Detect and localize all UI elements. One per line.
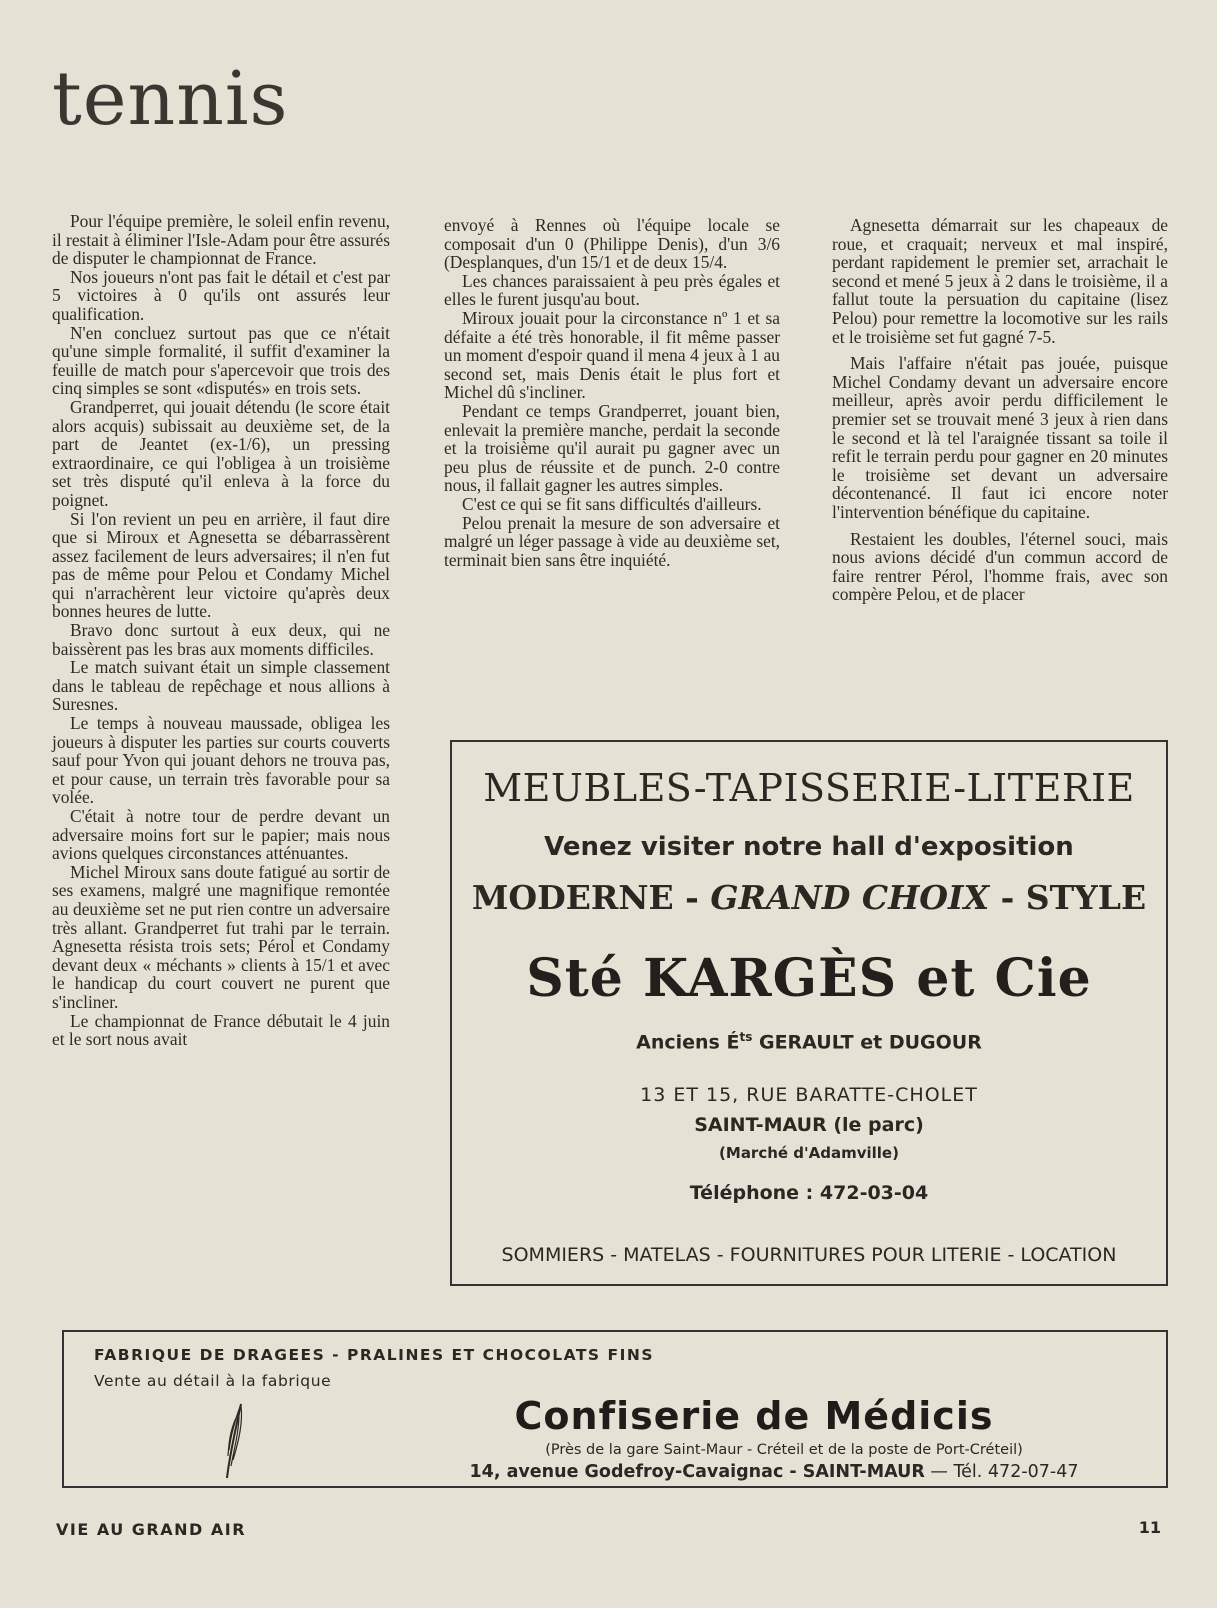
article-column-2 — [444, 216, 780, 569]
confiserie-phone: Tél. 472-07-47 — [953, 1462, 1079, 1482]
style-separator: - — [685, 878, 699, 917]
paragraph: Restaient les doubles, l'éternel souci, mais nous avions décidé d'un commun accord de faire rentrer Pérol, l'homme frais, avec son compère Pelou, et de placer — [832, 528, 1168, 605]
confiserie-brand: Confiserie de Médicis — [514, 1394, 994, 1438]
ad-title: MEUBLES-TAPISSERIE-LITERIE — [483, 766, 1135, 810]
former-owners — [452, 1030, 1166, 1053]
article-column-1 — [52, 212, 390, 1049]
confiserie-line-2: Vente au détail à la fabrique — [94, 1372, 332, 1390]
paragraph: envoyé à Rennes où l'équipe locale se composait d'un 0 (Philippe Denis), d'un 3/6 (Desplanques, d'un 15/1 et de deux 15/4. — [444, 215, 780, 273]
ad-style-line — [452, 878, 1166, 917]
confiserie-address: 14, avenue Godefroy-Cavaignac - SAINT-MAUR — [469, 1462, 925, 1482]
confiserie-advertisement — [62, 1330, 1168, 1488]
paragraph: Agnesetta démarrait sur les chapeaux de roue, et craquait; nerveux et mal inspiré, perdant rapidement le premier set, arrachait le second et mené 5 jeux à 2 dans le troisième, il a fallut toute la persuation du capitaine (lisez Pelou) pour remettre la locomotive sur les rails et le troisième set fut gagné 7-5. — [832, 215, 1168, 347]
former-sup: ts — [739, 1030, 753, 1044]
ad-city: SAINT-MAUR (le parc) — [694, 1114, 924, 1136]
feather-icon — [219, 1400, 249, 1480]
paragraph: Miroux jouait pour la circonstance nº 1 et sa défaite a été très honorable, il fit même passer un moment d'espoir quand il mena 4 jeux à 1 au second set, mais Denis était le plus fort et Michel dû s'incliner. — [444, 307, 780, 403]
ad-phone — [452, 1182, 1166, 1204]
paragraph: Grandperret, qui jouait détendu (le score était alors acquis) subissait au deuxième set, de la part de Jeantet (ex-1/6), un pressing extraordinaire, ce qui l'obligea à un troisième set très disputé qu'il enleva à la force du poignet. — [52, 396, 390, 510]
furniture-advertisement — [450, 740, 1168, 1286]
former-prefix: Anciens É — [636, 1031, 740, 1054]
ad-visit-line: Venez visiter notre hall d'exposition — [544, 832, 1074, 862]
paragraph: Le match suivant était un simple classement dans le tableau de repêchage et nous allions à Suresnes. — [52, 657, 390, 715]
former-names: GERAULT et DUGOUR — [758, 1031, 982, 1054]
ad-market: (Marché d'Adamville) — [719, 1144, 899, 1162]
style-style: STYLE — [1025, 878, 1147, 917]
paragraph: Pelou prenait la mesure de son adversaire et malgré un léger passage à vide au deuxième set, terminait bien sans être inquiété. — [444, 512, 780, 570]
style-separator: - — [1000, 878, 1015, 917]
ad-address: 13 ET 15, RUE BARATTE-CHOLET — [640, 1084, 978, 1106]
paragraph: C'était à notre tour de perdre devant un adversaire moins fort sur le papier; mais nous avions quelques circonstances atténuantes. — [52, 806, 390, 864]
ad-bottom-line: SOMMIERS - MATELAS - FOURNITURES POUR LITERIE - LOCATION — [501, 1244, 1117, 1266]
style-grand-choix: GRAND CHOIX — [710, 878, 990, 917]
paragraph: Le temps à nouveau maussade, obligea les joueurs à disputer les parties sur courts couverts sauf pour Yvon qui jouant dehors ne trouva pas, et pour cause, un terrain très favorable pour sa volée. — [52, 713, 390, 808]
separator: — — [924, 1462, 954, 1482]
paragraph: Si l'on revient un peu en arrière, il faut dire que si Miroux et Agnesetta se débarrassèrent assez facilement de leurs adversaires; il n'en fut pas de même pour Pelou et Condamy Michel qui n'arrachèrent leur victoire qu'après deux bonnes heures de lutte. — [52, 508, 390, 622]
style-modern: MODERNE — [471, 878, 674, 917]
paragraph: Les chances paraissaient à peu près égales et elles le furent jusqu'au bout. — [444, 270, 780, 310]
paragraph: Pendant ce temps Grandperret, jouant bien, enlevait la première manche, perdait la seconde et la troisième qu'il aurait pu gagner avec un peu plus de réussite et de punch. 2-0 contre nous, il fallait gagner les autres simples. — [444, 400, 780, 496]
paragraph: Mais l'affaire n'était pas jouée, puisque Michel Condamy devant un adversaire encore meilleur, après avoir perdu difficilement le premier set se trouvait mené 3 jeux à rien dans le second et là tel l'araignée tissant sa toile il refit le terrain perdu pour gagner en 20 minutes le troisième set devant un adversaire décontenancé. Il faut ici encore noter l'intervention bénéfique du capitaine. — [832, 353, 1168, 522]
company-name: Sté KARGÈS et Cie — [526, 948, 1092, 1009]
confiserie-line-1: FABRIQUE DE DRAGEES - PRALINES ET CHOCOLATS FINS — [94, 1346, 654, 1364]
paragraph: Le championnat de France débutait le 4 juin et le sort nous avait — [52, 1010, 390, 1050]
paragraph: Bravo donc surtout à eux deux, qui ne baissèrent pas les bras aux moments difficiles. — [52, 620, 390, 659]
confiserie-address-line — [384, 1462, 1164, 1482]
paragraph: Pour l'équipe première, le soleil enfin revenu, il restait à éliminer l'Isle-Adam pour être assurés de disputer le championnat de France. — [52, 211, 390, 269]
magazine-name: VIE AU GRAND AIR — [56, 1520, 247, 1539]
page-number: 11 — [1138, 1518, 1161, 1537]
paragraph: Michel Miroux sans doute fatigué au sortir de ses examens, malgré une magnifique remontée au deuxième set ne put rien contre un adversaire très allant. Grandperret fut trahi par le terrain. Agnesetta résista trois sets; Pérol et Condamy devant deux « méchants » clients à 15/1 et avec le handicap du court couvert ne purent que s'incliner. — [52, 861, 390, 1012]
paragraph: N'en concluez surtout pas que ce n'était qu'une simple formalité, il suffit d'examiner la feuille de match pour s'apercevoir que trois des cinq simples se sont «disputés» en trois sets. — [52, 322, 390, 399]
confiserie-location-note: (Près de la gare Saint-Maur - Créteil et de la poste de Port-Créteil) — [545, 1442, 1023, 1458]
section-title: tennis — [52, 56, 289, 142]
paragraph: C'est ce qui se fit sans difficultés d'ailleurs. — [462, 493, 762, 514]
phone-label: Téléphone : — [689, 1182, 814, 1204]
paragraph: Nos joueurs n'ont pas fait le détail et c'est par 5 victoires à 0 qu'ils ont assurés leur qualification. — [52, 266, 390, 324]
article-column-3 — [832, 216, 1168, 604]
phone-number: 472-03-04 — [819, 1182, 929, 1204]
